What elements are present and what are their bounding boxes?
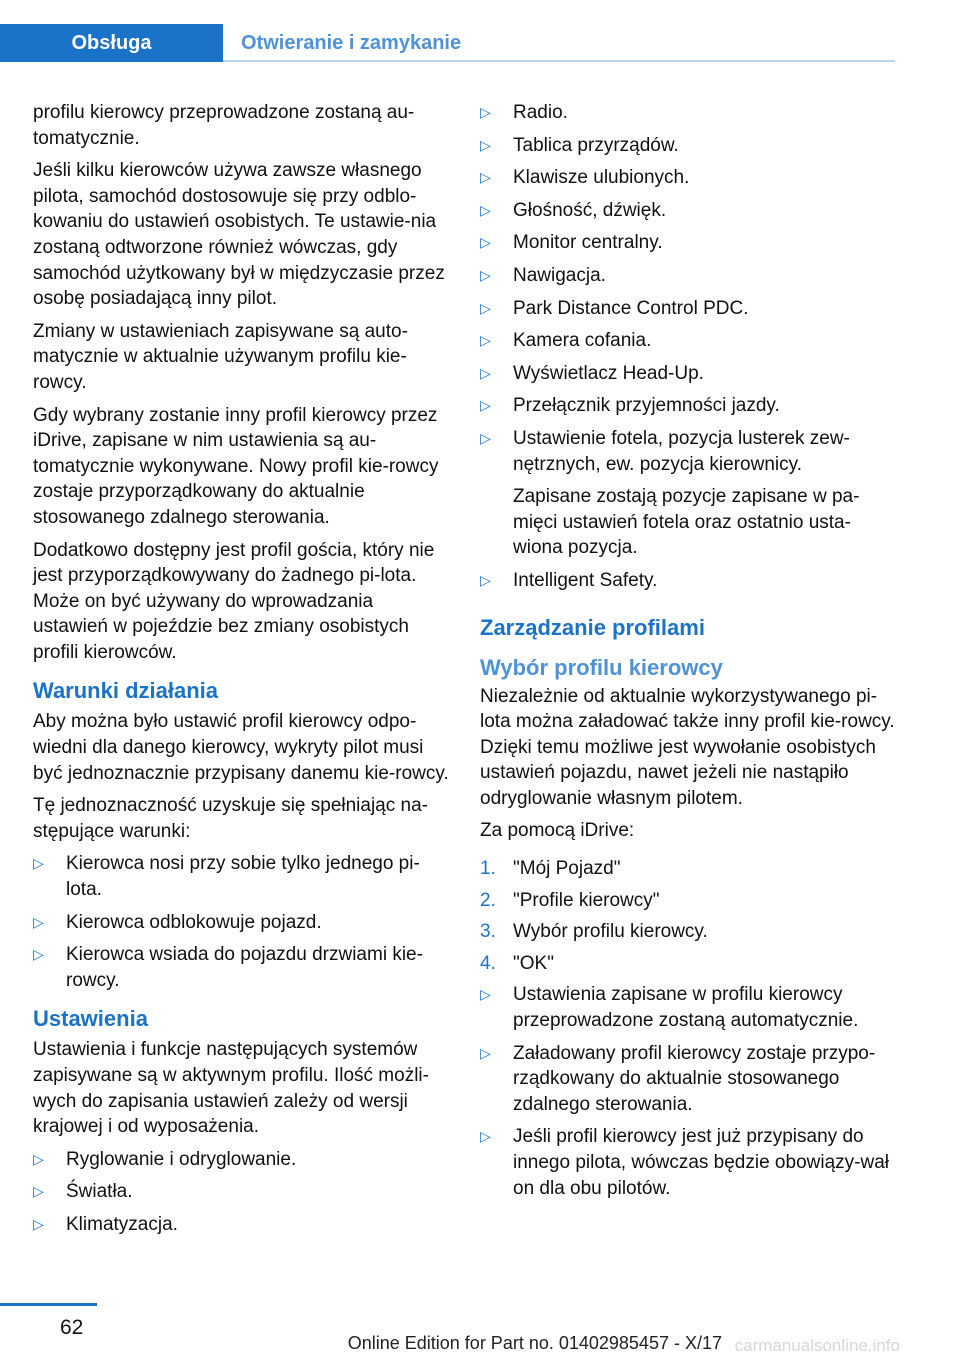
paragraph: Tę jednoznaczność uzyskuje się spełniając na‐stępujące warunki: [33,795,428,842]
list-item-text: Kierowca odblokowuje pojazd. [66,911,322,933]
step-text: Wybór profilu kierowcy. [513,921,708,943]
triangle-right-icon: ▷ [480,332,491,349]
step-number: 2. [480,889,496,911]
list-item-text: Wyświetlacz Head-Up. [513,362,704,384]
paragraph: Aby można było ustawić profil kierowcy odpo‐wiedni dla danego kierowcy, wykryty pilot musi być jednoznacznie przypisany danemu kie‐rowcy. [33,711,449,784]
list-item [33,1179,451,1205]
list-item [480,198,896,224]
list-item [33,1212,451,1238]
paragraph: profilu kierowcy przeprowadzone zostaną au‐tomatycznie. [33,102,415,149]
list-item-text: Ustawienia zapisane w profilu kierowcy przeprowadzone zostaną automatycznie. [513,984,859,1032]
edition-note: Online Edition for Part no. 01402985457 - X/17 [347,1333,722,1353]
paragraph: Dodatkowo dostępny jest profil gościa, który nie jest przyporządkowywany do żadnego pi‐lota. Może on być używany do wprowadzania ustawień w pojeździe bez zmiany osobistych profili kierowców. [33,539,435,663]
list-item [480,361,896,387]
step-number: 4. [480,952,496,974]
triangle-right-icon: ▷ [33,1215,44,1232]
list-item [480,982,896,1033]
triangle-right-icon: ▷ [480,169,491,186]
section-tab-otwieranie: Otwieranie i zamykanie [241,31,462,54]
list-item-text: Ryglowanie i odryglowanie. [66,1148,297,1170]
list-item [33,1147,451,1173]
paragraph: Zmiany w ustawieniach zapisywane są auto‐matycznie w aktualnie używanym profilu kie‐rowcy. [33,320,408,393]
list-item-text: Kamera cofania. [513,330,652,352]
step-item [480,951,896,977]
list-item-text: Tablica przyrządów. [513,134,679,156]
list-item [480,393,896,419]
list-item-text: Monitor centralny. [513,232,663,254]
step-text: "Profile kierowcy" [513,889,660,911]
step-item [480,919,896,945]
list-item-text: Park Distance Control PDC. [513,297,749,319]
list-item [480,426,896,561]
triangle-right-icon: ▷ [480,234,491,251]
page-number: 62 [60,1316,84,1339]
list-item-text: Ustawienie fotela, pozycja lusterek zew‐nętrznych, ew. pozycja kierownicy. [513,427,850,475]
list-item-text: Kierowca wsiada do pojazdu drzwiami kie‐rowcy. [66,944,423,991]
list-item-text: Nawigacja. [513,264,606,286]
triangle-right-icon: ▷ [480,1044,491,1061]
list-item-text: Przełącznik przyjemności jazdy. [513,395,780,417]
triangle-right-icon: ▷ [480,364,491,381]
triangle-right-icon: ▷ [480,429,491,446]
paragraph: Jeśli kilku kierowców używa zawsze własnego pilota, samochód dostosowuje się przy odblo‐kowaniu do ustawień osobistych. Te ustawie‐nia zostaną odtworzone również wówczas, gdy samochód użytkowany był w międzyczasie przez osobę posiadającą inny pilot. [33,160,445,310]
watermark: carmanualsonline.info [734,1336,900,1355]
list-item [480,568,896,594]
list-item-note: Zapisane zostają pozycje zapisane w pa‐mięci ustawień fotela oraz ostatnio usta‐wiona pozycja. [513,486,860,559]
list-item [480,328,896,354]
step-number: 3. [480,921,496,943]
list-item [480,263,896,289]
heading-zarzadzanie: Zarządzanie profilami [480,614,705,640]
footer-rule [0,1303,97,1306]
step-item [480,856,896,882]
right-column [480,100,896,1208]
list-item [33,942,451,993]
list-item [33,851,451,902]
list-item [33,910,451,936]
list-item [480,165,896,191]
triangle-right-icon: ▷ [33,946,44,963]
step-item [480,888,896,914]
page-header [0,24,895,62]
section-tab-obsluga: Obsługa [0,24,223,62]
triangle-right-icon: ▷ [480,201,491,218]
list-item-text: Światła. [66,1181,133,1203]
list-item-text: Radio. [513,102,568,123]
triangle-right-icon: ▷ [480,104,491,120]
triangle-right-icon: ▷ [480,136,491,153]
list-item [480,296,896,322]
step-text: "OK" [513,952,554,974]
list-item-text: Intelligent Safety. [513,569,658,591]
triangle-right-icon: ▷ [33,1150,44,1167]
list-item [480,133,896,159]
list-item-text: Kierowca nosi przy sobie tylko jednego pi‐lota. [66,853,420,901]
paragraph: Ustawienia i funkcje następujących systemów zapisywane są w aktywnym profilu. Ilość możli‐wych do zapisania ustawień zależy od wersji krajowej i od wyposażenia. [33,1039,429,1138]
list-item-text: Głośność, dźwięk. [513,199,667,221]
triangle-right-icon: ▷ [33,855,44,872]
list-item [480,100,896,126]
triangle-right-icon: ▷ [480,571,491,588]
left-column [33,100,451,1245]
triangle-right-icon: ▷ [480,397,491,414]
triangle-right-icon: ▷ [480,266,491,283]
triangle-right-icon: ▷ [33,1183,44,1200]
list-item-text: Załadowany profil kierowcy zostaje przypo‐rządkowany do aktualnie stosowanego zdalnego sterowania. [513,1042,876,1115]
heading-warunki: Warunki działania [33,678,219,704]
list-item-text: Klawisze ulubionych. [513,167,690,189]
step-number: 1. [480,858,496,880]
paragraph: Niezależnie od aktualnie wykorzystywanego pi‐lota można załadować także inny profil kie‐rowcy. Dzięki temu możliwe jest wywołanie osobistych ustawień pojazdu, nawet jeżeli nie nastąpiło odryglowanie własnym pilotem. [480,685,895,809]
list-item [480,1124,896,1201]
triangle-right-icon: ▷ [480,986,491,1003]
step-text: "Mój Pojazd" [513,858,621,880]
paragraph: Za pomocą iDrive: [480,820,635,842]
triangle-right-icon: ▷ [33,913,44,930]
list-item [480,230,896,256]
list-item-text: Jeśli profil kierowcy jest już przypisany do innego pilota, wówczas będzie obowiązy‐wał on dla obu pilotów. [513,1126,889,1199]
header-rule [223,60,895,62]
list-item-text: Klimatyzacja. [66,1213,178,1235]
heading-wybor: Wybór profilu kierowcy [480,654,723,680]
list-item [480,1041,896,1118]
heading-ustawienia: Ustawienia [33,1006,148,1032]
triangle-right-icon: ▷ [480,1128,491,1145]
triangle-right-icon: ▷ [480,299,491,316]
paragraph: Gdy wybrany zostanie inny profil kierowcy przez iDrive, zapisane w nim ustawienia są au‐tomatycznie wykonywane. Nowy profil kie‐rowcy zostaje przyporządkowany do aktualnie stosowanego zdalnego sterowania. [33,404,439,528]
